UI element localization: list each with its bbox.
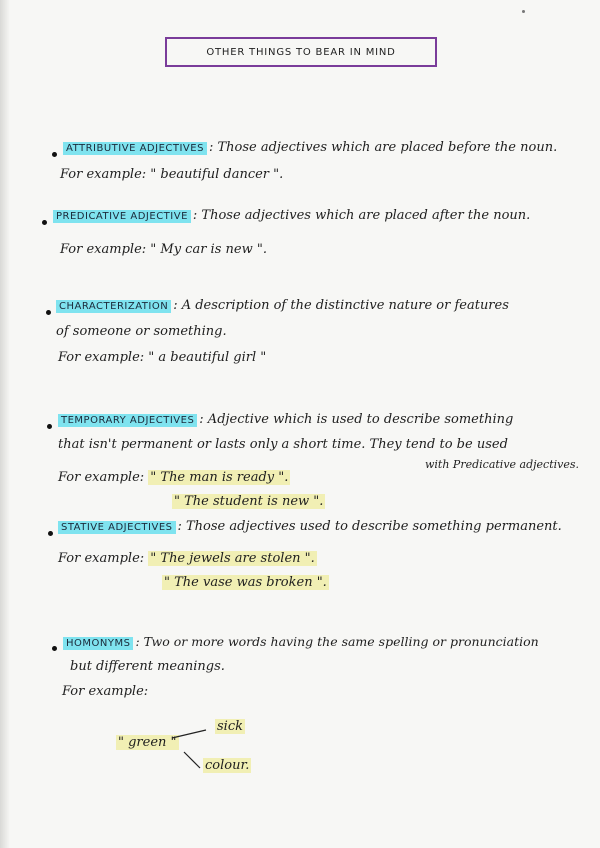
example-label: For example: bbox=[58, 470, 145, 485]
definition-continuation: with Predicative adjectives. bbox=[425, 458, 580, 471]
definition-continuation: but different meanings. bbox=[70, 659, 225, 674]
definition-predicative: : Those adjectives which are placed after the noun. bbox=[192, 208, 531, 223]
example-text: " The jewels are stolen ". bbox=[150, 551, 315, 566]
definition-continuation: of someone or something. bbox=[56, 324, 227, 339]
page-title: OTHER THINGS TO BEAR IN MIND bbox=[165, 37, 437, 67]
definition-stative: : Those adjectives used to describe something permanent. bbox=[177, 519, 562, 534]
section-predicative-line bbox=[53, 208, 530, 223]
term-temporary: TEMPORARY ADJECTIVES bbox=[58, 414, 197, 427]
definition-characterization: : A description of the distinctive nature or features bbox=[173, 298, 509, 313]
homonym-meaning-text: sick bbox=[217, 719, 243, 734]
homonym-meaning bbox=[215, 719, 245, 734]
example-label: For example: bbox=[60, 242, 147, 257]
homonym-meaning-text: colour. bbox=[205, 758, 250, 773]
example-stative-line bbox=[58, 551, 317, 566]
page-edge bbox=[0, 0, 10, 848]
paper-speck bbox=[522, 10, 525, 13]
definition-continuation: that isn't permanent or lasts only a short time. They tend to be used bbox=[58, 437, 508, 452]
homonym-meaning bbox=[203, 758, 251, 773]
example-text: " My car is new ". bbox=[150, 242, 267, 257]
homonym-word-text: " green " bbox=[118, 735, 177, 750]
example-label: For example: bbox=[58, 350, 145, 365]
example-label: For example: bbox=[58, 551, 145, 566]
example-predicative-line bbox=[60, 242, 267, 257]
term-attributive: ATTRIBUTIVE ADJECTIVES bbox=[63, 142, 207, 155]
branch-line-bottom bbox=[184, 752, 200, 768]
term-homonyms: HOMONYMS bbox=[63, 637, 133, 650]
definition-temporary: : Adjective which is used to describe something bbox=[199, 412, 514, 427]
term-characterization: CHARACTERIZATION bbox=[56, 300, 171, 313]
example-text: " beautiful dancer ". bbox=[150, 167, 284, 182]
bullet bbox=[47, 424, 52, 429]
example-text: " The student is new ". bbox=[174, 494, 324, 509]
branch-line-top bbox=[172, 730, 206, 738]
bullet bbox=[48, 531, 53, 536]
bullet bbox=[52, 646, 57, 651]
term-predicative: PREDICATIVE ADJECTIVE bbox=[53, 210, 191, 223]
bullet bbox=[42, 220, 47, 225]
section-homonyms-line bbox=[63, 634, 539, 649]
example-attributive-line bbox=[60, 167, 283, 182]
example-label: For example: bbox=[60, 167, 147, 182]
section-attributive-line bbox=[63, 140, 557, 155]
term-stative: STATIVE ADJECTIVES bbox=[58, 521, 176, 534]
example-stative-line-2 bbox=[162, 575, 329, 590]
example-temporary-line-2 bbox=[172, 494, 325, 509]
example-temporary-line bbox=[58, 470, 290, 485]
example-text: " The man is ready ". bbox=[150, 470, 289, 485]
section-temporary-line bbox=[58, 412, 513, 427]
section-characterization-line bbox=[56, 298, 509, 313]
bullet bbox=[46, 310, 51, 315]
example-text: " The vase was broken ". bbox=[164, 575, 327, 590]
definition-homonyms: : Two or more words having the same spelling or pronunciation bbox=[135, 634, 539, 649]
example-text: " a beautiful girl " bbox=[148, 350, 267, 365]
example-characterization-line bbox=[58, 350, 266, 365]
section-stative-line bbox=[58, 519, 562, 534]
example-label: For example: bbox=[62, 684, 149, 699]
definition-attributive: : Those adjectives which are placed before the noun. bbox=[208, 140, 558, 155]
bullet bbox=[52, 152, 57, 157]
